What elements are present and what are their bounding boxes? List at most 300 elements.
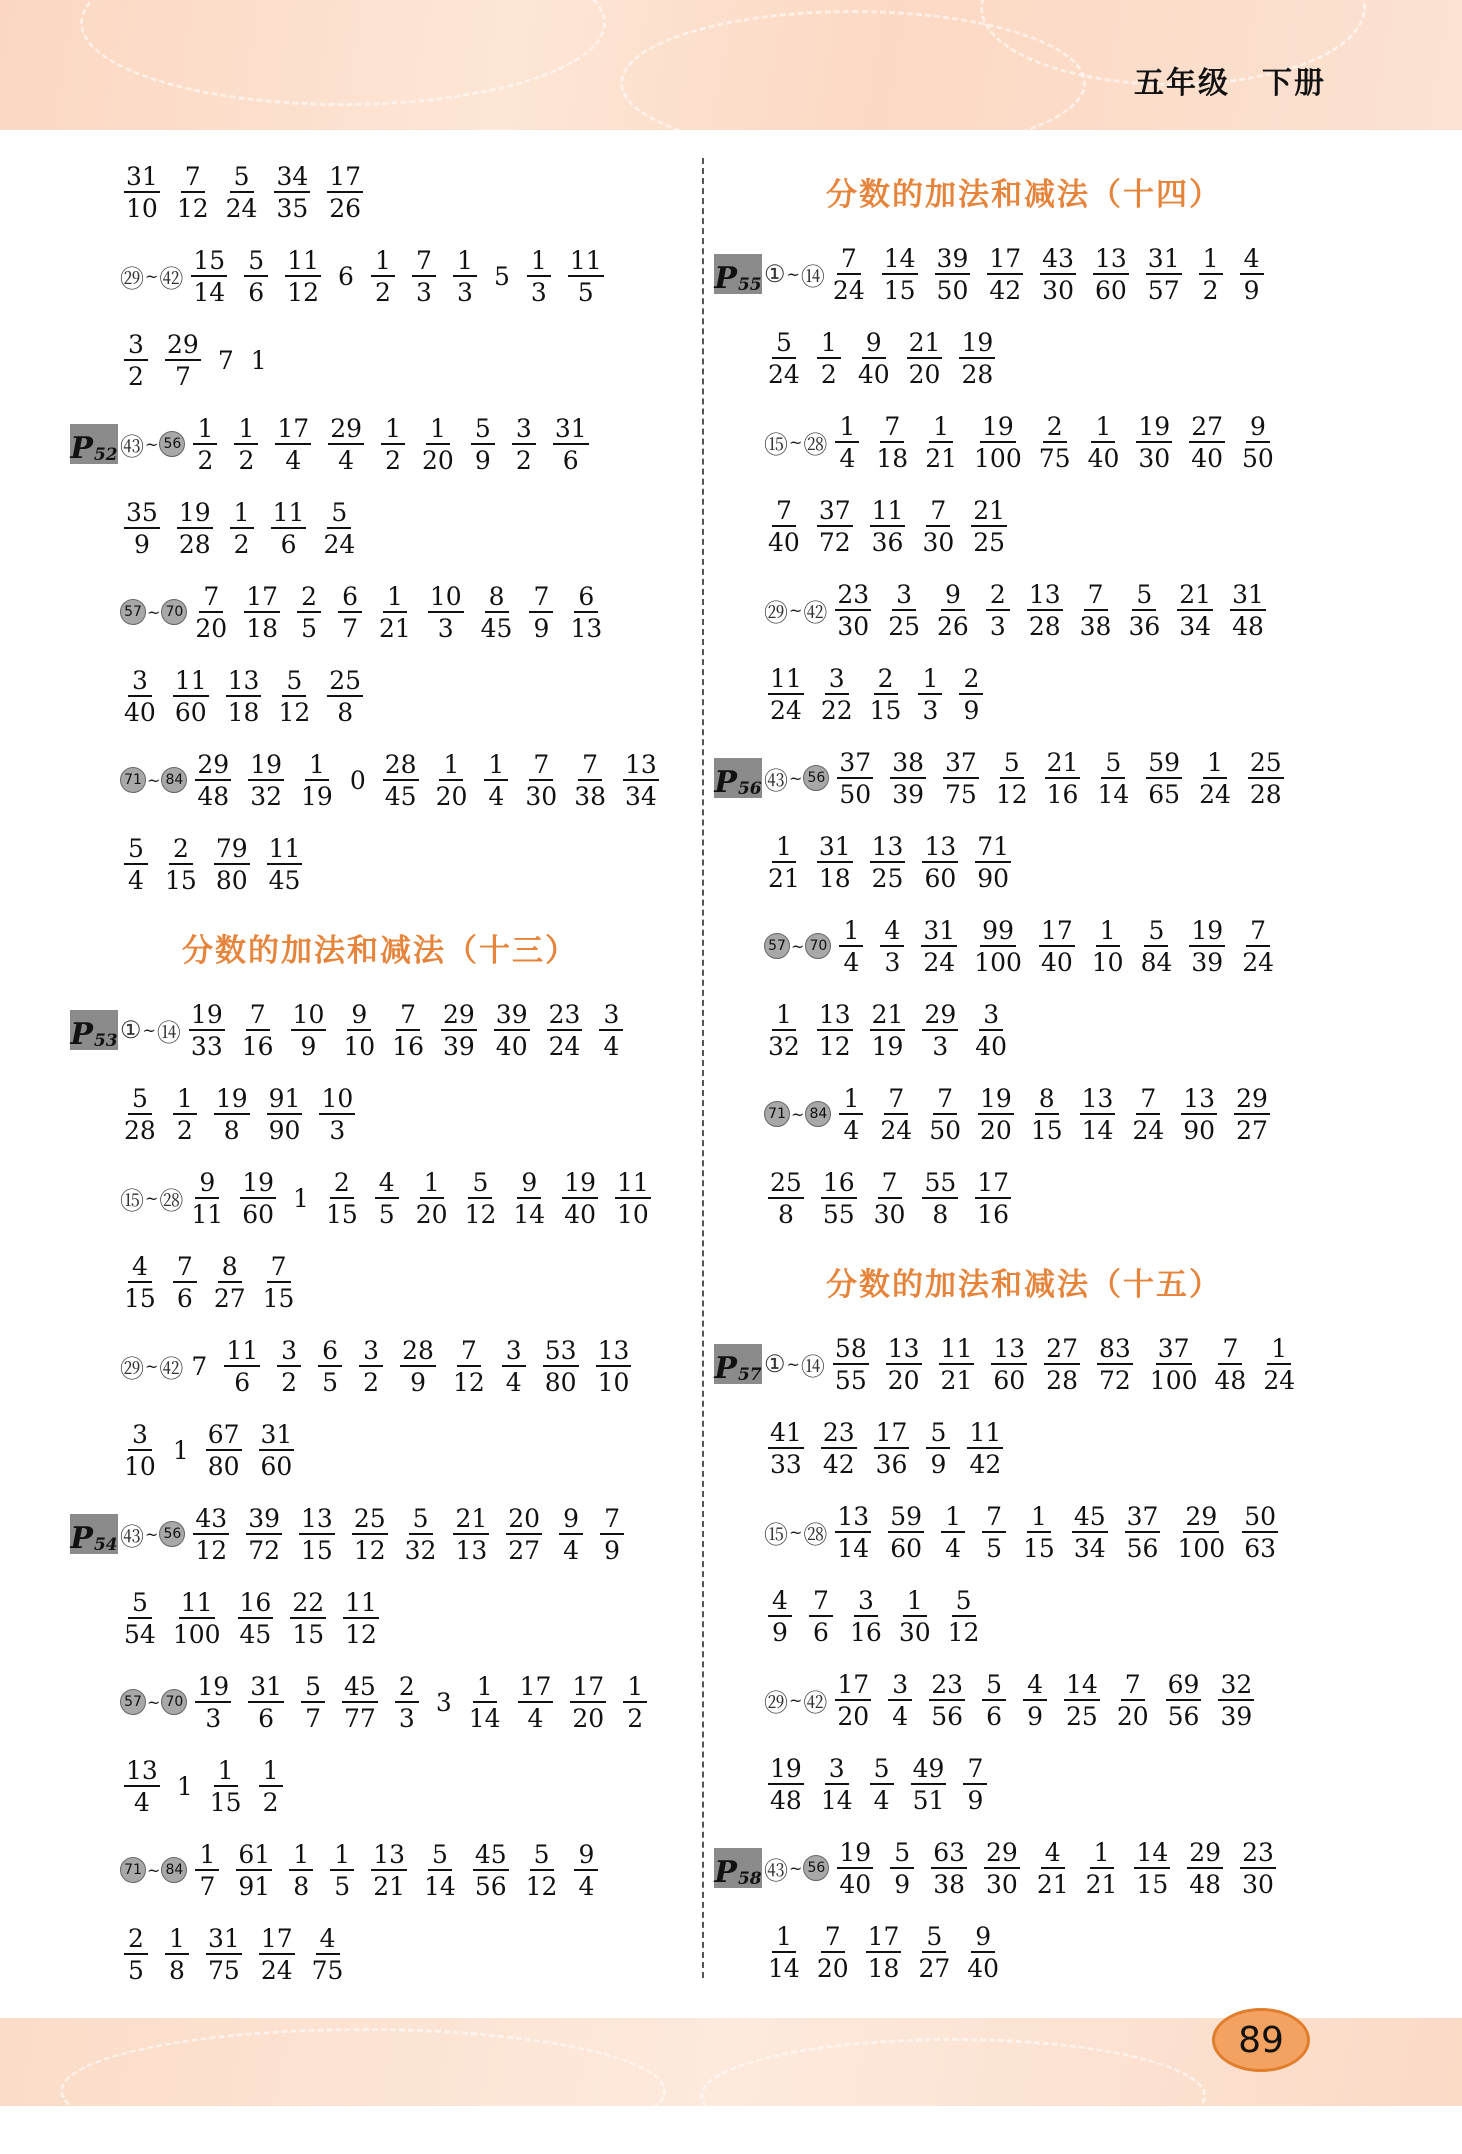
- numerator: 7: [809, 1588, 833, 1617]
- numerator: 13: [625, 749, 657, 779]
- denominator: 2: [238, 445, 255, 475]
- denominator: 14: [193, 277, 226, 307]
- numerator: 9: [1246, 414, 1270, 443]
- denominator: 22: [820, 695, 853, 725]
- numerator: 2: [169, 836, 193, 865]
- fraction: [882, 243, 918, 305]
- circled-number: 84: [805, 1101, 831, 1127]
- fraction: [963, 1753, 987, 1815]
- numerator: 29: [986, 1837, 1018, 1867]
- fraction: [165, 833, 197, 895]
- fraction: [343, 1587, 379, 1649]
- numerator: 5: [982, 1672, 1006, 1701]
- denominator: 33: [190, 1031, 223, 1061]
- fraction: [599, 999, 623, 1061]
- numerator: 5: [952, 1588, 976, 1617]
- denominator: 8: [777, 1199, 794, 1229]
- denominator: 16: [977, 1199, 1010, 1229]
- fraction: [937, 579, 969, 641]
- numerator: 31: [1147, 243, 1180, 273]
- fraction: [1093, 243, 1129, 305]
- fraction: [941, 1501, 965, 1563]
- denominator: 30: [898, 1617, 931, 1647]
- numerator: 19: [980, 1083, 1012, 1113]
- numerator: 4: [1240, 246, 1264, 275]
- denominator: 40: [1087, 443, 1120, 473]
- fraction: [600, 1503, 624, 1565]
- fraction: [768, 1921, 800, 1983]
- page-ref-number: 56: [737, 779, 762, 799]
- denominator: 100: [1177, 1533, 1226, 1563]
- denominator: 24: [923, 947, 956, 977]
- numerator: 5: [327, 500, 351, 529]
- fraction: [195, 581, 228, 643]
- numerator: 4: [1041, 1840, 1065, 1869]
- answer-list: [837, 1837, 1276, 1899]
- denominator: 48: [770, 1785, 802, 1815]
- denominator: 56: [1126, 1533, 1159, 1563]
- fraction: [299, 1503, 335, 1565]
- fraction: [888, 1669, 912, 1731]
- denominator: 60: [890, 1533, 923, 1563]
- numerator: 5: [926, 1420, 950, 1449]
- numerator: 8: [485, 584, 509, 613]
- fraction: [1045, 747, 1081, 809]
- numerator: 1: [1027, 1504, 1051, 1533]
- fraction: [297, 581, 321, 643]
- denominator: 28: [124, 1115, 156, 1145]
- fraction: [124, 1587, 156, 1649]
- page-ref-badge: P 57: [714, 1344, 762, 1384]
- fraction: [371, 1839, 407, 1901]
- fraction: [991, 1333, 1027, 1395]
- fraction: [1187, 1837, 1223, 1899]
- range-tilde: ~: [145, 266, 159, 286]
- fraction: [835, 579, 871, 641]
- numerator: 1: [426, 416, 450, 445]
- question-range: [764, 933, 831, 959]
- circled-number: ㉘: [159, 1186, 184, 1215]
- answer-row: [714, 232, 1334, 316]
- fraction: [768, 999, 800, 1061]
- fraction: [821, 1417, 857, 1479]
- fraction: [978, 1083, 1014, 1145]
- fraction: [502, 1335, 526, 1397]
- denominator: 38: [1079, 611, 1112, 641]
- numerator: 58: [834, 1333, 867, 1363]
- numerator: 21: [973, 495, 1006, 525]
- denominator: 26: [937, 611, 969, 641]
- numerator: 27: [1046, 1333, 1078, 1363]
- page-ref-number: 55: [737, 275, 762, 295]
- whole-number: 6: [338, 261, 354, 291]
- fraction: [206, 1923, 242, 1985]
- fraction: [1044, 1333, 1080, 1395]
- denominator: 7: [199, 1871, 216, 1901]
- numerator: 38: [892, 747, 925, 777]
- numerator: 5: [772, 330, 796, 359]
- fraction: [833, 1333, 869, 1395]
- circled-number: ㉙: [120, 1354, 144, 1383]
- numerator: 11: [272, 497, 305, 527]
- denominator: 90: [977, 863, 1010, 893]
- numerator: 2: [959, 666, 983, 695]
- denominator: 30: [1242, 1869, 1274, 1899]
- answer-row: [714, 988, 1334, 1072]
- denominator: 12: [195, 1535, 228, 1565]
- fraction: [929, 1083, 962, 1145]
- circled-number: ①: [120, 1016, 142, 1044]
- denominator: 2: [197, 445, 214, 475]
- fraction: [1199, 747, 1231, 809]
- numerator: 9: [559, 1506, 583, 1535]
- numerator: 5: [530, 1842, 554, 1871]
- fraction: [890, 1837, 914, 1899]
- numerator: 13: [126, 1755, 158, 1785]
- numerator: 3: [892, 582, 916, 611]
- denominator: 32: [250, 781, 283, 811]
- answer-list: [193, 1503, 624, 1565]
- answer-row: [714, 1156, 1334, 1240]
- fraction: [820, 1753, 853, 1815]
- circled-number: ㉘: [803, 1520, 828, 1549]
- fraction: [328, 413, 364, 475]
- fraction: [839, 915, 863, 977]
- answer-row: [70, 654, 690, 738]
- section-title-row: [714, 150, 1334, 232]
- denominator: 25: [871, 863, 904, 893]
- fraction: [473, 1839, 509, 1901]
- denominator: 60: [993, 1365, 1026, 1395]
- answer-list: [835, 579, 1266, 641]
- denominator: 20: [572, 1703, 605, 1733]
- circled-number: ㊷: [159, 1354, 184, 1383]
- fraction: [986, 579, 1010, 641]
- fraction: [352, 1503, 388, 1565]
- denominator: 9: [410, 1367, 426, 1397]
- numerator: 67: [207, 1419, 240, 1449]
- answer-row: [714, 400, 1334, 484]
- fraction: [428, 581, 464, 643]
- denominator: 4: [603, 1031, 620, 1061]
- fraction: [1263, 1333, 1296, 1395]
- question-range: [120, 1181, 183, 1216]
- denominator: 90: [268, 1115, 301, 1145]
- range-tilde: ~: [147, 602, 161, 622]
- fraction: [1128, 579, 1161, 641]
- numerator: 41: [770, 1417, 802, 1447]
- denominator: 4: [527, 1703, 544, 1733]
- numerator: 59: [1148, 747, 1181, 777]
- denominator: 50: [1242, 443, 1274, 473]
- denominator: 4: [873, 1785, 890, 1815]
- denominator: 2: [627, 1703, 644, 1733]
- numerator: 50: [1244, 1501, 1276, 1531]
- fraction: [318, 1335, 342, 1397]
- question-range: [120, 427, 185, 462]
- numerator: 4: [375, 1170, 399, 1199]
- fraction: [817, 495, 853, 557]
- denominator: 9: [894, 1869, 911, 1899]
- numerator: 3: [277, 1338, 301, 1367]
- fraction: [124, 1419, 156, 1481]
- denominator: 4: [563, 1535, 580, 1565]
- numerator: 1: [1090, 1840, 1114, 1869]
- denominator: 45: [239, 1619, 272, 1649]
- denominator: 14: [1097, 779, 1130, 809]
- denominator: 14: [837, 1533, 870, 1563]
- range-tilde: ~: [789, 432, 803, 452]
- answer-row: [70, 988, 690, 1072]
- numerator: 19: [961, 327, 994, 357]
- numerator: 7: [578, 752, 602, 781]
- fraction: [967, 1921, 1000, 1983]
- fraction: [768, 1417, 804, 1479]
- numerator: 28: [384, 749, 417, 779]
- answer-list: [124, 1083, 355, 1145]
- denominator: 12: [995, 779, 1028, 809]
- fraction: [371, 245, 395, 307]
- numerator: 43: [195, 1503, 228, 1533]
- numerator: 79: [215, 833, 248, 863]
- fraction: [1134, 1837, 1170, 1899]
- denominator: 10: [343, 1031, 376, 1061]
- denominator: 16: [241, 1031, 274, 1061]
- numerator: 31: [554, 413, 587, 443]
- range-tilde: ~: [145, 1356, 159, 1376]
- fraction: [191, 1167, 224, 1229]
- fraction: [173, 665, 209, 727]
- fraction: [574, 1839, 598, 1901]
- numerator: 1: [289, 1842, 313, 1871]
- answer-list: [768, 327, 995, 389]
- denominator: 8: [169, 1955, 185, 1985]
- circled-number: ㊷: [803, 598, 828, 627]
- fraction: [494, 999, 530, 1061]
- denominator: 15: [165, 865, 197, 895]
- answer-list: [768, 663, 983, 725]
- denominator: 100: [974, 947, 1022, 977]
- fraction: [453, 1503, 489, 1565]
- fraction: [193, 413, 217, 475]
- numerator: 2: [874, 666, 898, 695]
- denominator: 91: [238, 1871, 271, 1901]
- fraction: [922, 1167, 958, 1229]
- answer-list: [835, 411, 1274, 473]
- whole-number: 7: [191, 1351, 208, 1381]
- fraction: [311, 1923, 344, 1985]
- numerator: 7: [878, 1170, 902, 1199]
- denominator: 24: [1199, 779, 1231, 809]
- circled-number: ①: [764, 1350, 786, 1378]
- numerator: 4: [880, 918, 904, 947]
- range-tilde: ~: [145, 1524, 159, 1544]
- numerator: 31: [260, 1419, 293, 1449]
- fraction: [248, 1671, 284, 1733]
- numerator: 28: [402, 1335, 434, 1365]
- denominator: 3: [932, 1031, 949, 1061]
- numerator: 29: [1236, 1083, 1268, 1113]
- numerator: 5: [428, 1842, 452, 1871]
- denominator: 55: [822, 1199, 855, 1229]
- denominator: 24: [768, 359, 800, 389]
- circled-number: ㉙: [764, 1688, 788, 1717]
- denominator: 40: [124, 697, 156, 727]
- question-range: [120, 1689, 187, 1715]
- numerator: 13: [1028, 579, 1061, 609]
- fraction: [176, 161, 209, 223]
- denominator: 75: [208, 1955, 240, 1985]
- fraction: [1146, 243, 1182, 305]
- numerator: 43: [1042, 243, 1074, 273]
- fraction: [922, 495, 955, 557]
- denominator: 48: [1232, 611, 1264, 641]
- fraction: [512, 413, 536, 475]
- numerator: 2: [1043, 414, 1067, 443]
- fraction: [422, 413, 454, 475]
- fraction: [224, 1335, 260, 1397]
- fraction: [874, 1417, 910, 1479]
- numerator: 5: [128, 1590, 152, 1619]
- fraction: [835, 411, 859, 473]
- fraction: [325, 1167, 358, 1229]
- question-range: [764, 1851, 829, 1886]
- circled-number: ⑮: [764, 1520, 788, 1549]
- denominator: 20: [435, 781, 468, 811]
- numerator: 7: [600, 1506, 624, 1535]
- numerator: 3: [854, 1588, 878, 1617]
- grade-label: 五年级 下册: [1134, 66, 1326, 101]
- fraction: [839, 1083, 863, 1145]
- numerator: 11: [770, 663, 802, 693]
- fraction: [259, 1419, 295, 1481]
- fraction: [518, 1671, 554, 1733]
- denominator: 8: [337, 697, 354, 727]
- denominator: 30: [922, 527, 955, 557]
- denominator: 18: [818, 863, 851, 893]
- fraction: [820, 663, 853, 725]
- denominator: 21: [1036, 1869, 1069, 1899]
- denominator: 72: [818, 527, 851, 557]
- answer-list: [768, 831, 1011, 893]
- denominator: 30: [986, 1869, 1018, 1899]
- numerator: 13: [597, 1335, 630, 1365]
- section-title: 分数的加法和减法（十五）: [826, 1266, 1222, 1303]
- circled-number: ㊸: [764, 766, 788, 795]
- whole-number: 5: [493, 261, 510, 291]
- denominator: 100: [172, 1619, 221, 1649]
- denominator: 2: [820, 359, 837, 389]
- range-tilde: ~: [147, 1692, 161, 1712]
- fraction: [1234, 1083, 1270, 1145]
- denominator: 60: [242, 1199, 275, 1229]
- fraction: [987, 243, 1023, 305]
- denominator: 27: [1236, 1115, 1268, 1145]
- denominator: 12: [287, 277, 320, 307]
- fraction: [1177, 1501, 1226, 1563]
- answer-row: [714, 904, 1334, 988]
- numerator: 7: [772, 498, 796, 527]
- fraction: [837, 1837, 873, 1899]
- denominator: 14: [768, 1953, 800, 1983]
- denominator: 40: [1191, 443, 1223, 473]
- fraction: [975, 999, 1008, 1061]
- answer-row: [714, 484, 1334, 568]
- denominator: 30: [525, 781, 558, 811]
- numerator: 45: [474, 1839, 507, 1869]
- denominator: 24: [260, 1955, 293, 1985]
- numerator: 3: [888, 1672, 912, 1701]
- fraction: [275, 413, 311, 475]
- fraction: [866, 1921, 902, 1983]
- denominator: 38: [574, 781, 606, 811]
- denominator: 9: [133, 529, 150, 559]
- numerator: 3: [825, 1756, 849, 1785]
- denominator: 5: [378, 1199, 395, 1229]
- answer-row: [714, 1658, 1334, 1742]
- circled-number: ㉙: [764, 598, 788, 627]
- fraction: [214, 833, 250, 895]
- fraction: [623, 1671, 647, 1733]
- answer-list: [124, 161, 363, 223]
- answer-list: [768, 1585, 980, 1647]
- answer-list: [124, 1923, 344, 1985]
- numerator: 7: [926, 498, 950, 527]
- denominator: 100: [1149, 1365, 1198, 1395]
- fraction: [984, 1837, 1020, 1899]
- fraction: [907, 327, 943, 389]
- numerator: 7: [1121, 1672, 1145, 1701]
- numerator: 19: [770, 1753, 802, 1783]
- numerator: 17: [977, 1167, 1010, 1197]
- denominator: 5: [577, 277, 594, 307]
- fraction: [241, 999, 274, 1061]
- fraction: [330, 1839, 354, 1901]
- numerator: 1: [420, 1170, 444, 1199]
- denominator: 4: [133, 1787, 150, 1817]
- fraction: [278, 665, 311, 727]
- fraction: [768, 495, 800, 557]
- denominator: 14: [513, 1199, 546, 1229]
- answer-row: [714, 652, 1334, 736]
- numerator: 45: [1073, 1501, 1106, 1531]
- fraction: [226, 665, 262, 727]
- numerator: 5: [1132, 582, 1156, 611]
- numerator: 5: [1101, 750, 1125, 779]
- fraction: [1080, 1083, 1116, 1145]
- denominator: 4: [843, 1115, 860, 1145]
- denominator: 40: [857, 359, 890, 389]
- numerator: 31: [923, 915, 956, 945]
- numerator: 1: [484, 752, 508, 781]
- numerator: 1: [371, 248, 395, 277]
- denominator: 19: [871, 1031, 904, 1061]
- question-range: [120, 1013, 181, 1048]
- numerator: 7: [880, 414, 904, 443]
- fraction: [574, 749, 606, 811]
- numerator: 32: [1220, 1669, 1253, 1699]
- fraction: [1240, 243, 1264, 305]
- numerator: 31: [818, 831, 851, 861]
- denominator: 10: [617, 1199, 649, 1229]
- fraction: [195, 1671, 231, 1733]
- circled-number: ㉘: [803, 430, 828, 459]
- range-tilde: ~: [147, 1860, 161, 1880]
- numerator: 1: [165, 1926, 189, 1955]
- denominator: 24: [880, 1115, 913, 1145]
- denominator: 84: [1140, 947, 1173, 977]
- numerator: 17: [875, 1417, 908, 1447]
